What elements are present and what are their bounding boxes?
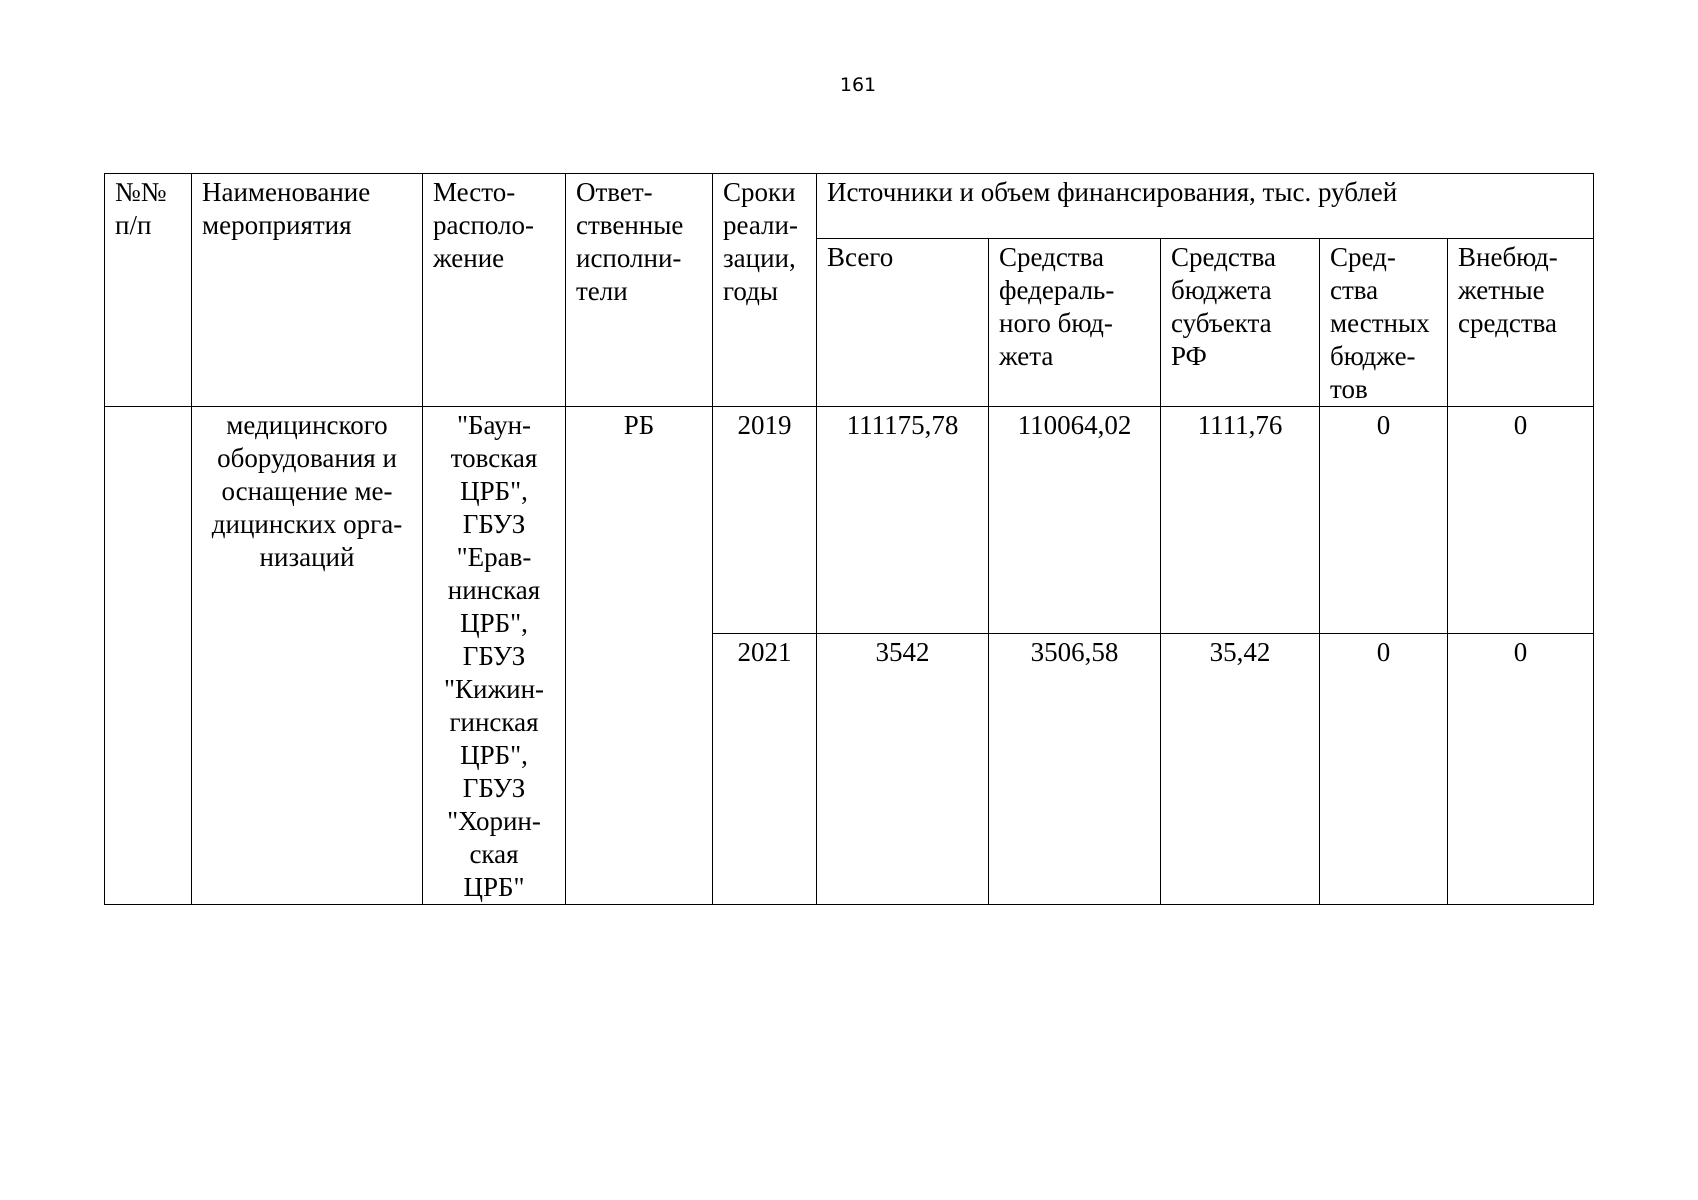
header-extra: Внебюд- жетные средства: [1448, 239, 1594, 407]
header-funding-group: Источники и объем финансирования, тыс. рублей: [817, 174, 1594, 239]
header-local: Сред- ства местных бюдже- тов: [1320, 239, 1448, 407]
cell-total: 3542: [817, 634, 989, 905]
cell-extra: 0: [1448, 407, 1594, 634]
page-number: 161: [839, 74, 877, 96]
header-location: Место- располо- жение: [423, 174, 566, 407]
cell-federal: 3506,58: [989, 634, 1161, 905]
cell-local: 0: [1320, 407, 1448, 634]
header-row-1: [105, 174, 1594, 239]
header-period: Сроки реали- зации, годы: [713, 174, 817, 407]
header-federal: Средства федераль- ного бюд- жета: [989, 239, 1161, 407]
cell-federal: 110064,02: [989, 407, 1161, 634]
header-responsible: Ответ- ственные исполни- тели: [566, 174, 713, 407]
header-total: Всего: [817, 239, 989, 407]
cell-local: 0: [1320, 634, 1448, 905]
cell-year: 2019: [713, 407, 817, 634]
cell-num: [105, 407, 192, 905]
header-regional: Средства бюджета субъекта РФ: [1161, 239, 1320, 407]
financing-table: [104, 173, 1594, 905]
cell-regional: 1111,76: [1161, 407, 1320, 634]
header-num: №№ п/п: [105, 174, 192, 407]
cell-year: 2021: [713, 634, 817, 905]
cell-name: медицинского оборудования и оснащение ме- дицинских орга- низаций: [192, 407, 423, 905]
cell-extra: 0: [1448, 634, 1594, 905]
cell-location: "Баун- товская ЦРБ", ГБУЗ "Ерав- нинская ЦРБ", ГБУЗ "Кижин- гинская ЦРБ", ГБУЗ "Хорин- ская ЦРБ": [423, 407, 566, 905]
cell-regional: 35,42: [1161, 634, 1320, 905]
table-row: [105, 407, 1594, 634]
cell-responsible: РБ: [566, 407, 713, 905]
header-name: Наименование мероприятия: [192, 174, 423, 407]
cell-total: 111175,78: [817, 407, 989, 634]
